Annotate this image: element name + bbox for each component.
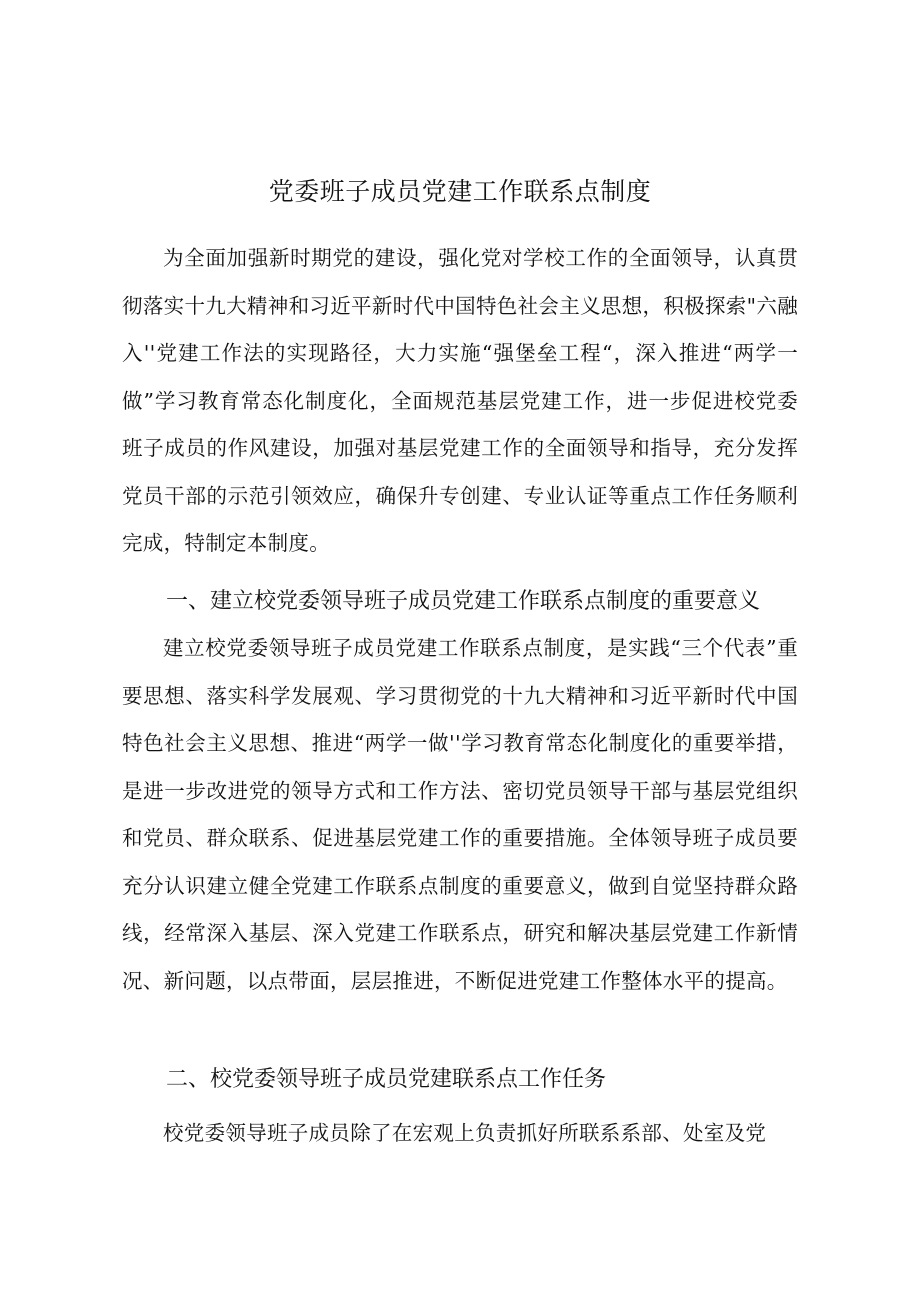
section-2-heading: 二、校党委领导班子成员党建联系点工作任务 — [166, 1067, 607, 1092]
intro-paragraph: 为全面加强新时期党的建设，强化党对学校工作的全面领导，认真贯彻落实十九大精神和习近平新时代中国特色社会主义思想，积极探索"六融入''党建工作法的实现路径，大力实施“强堡垒工程“，深入推进“两学一做”学习教育常态化制度化，全面规范基层党建工作，进一步促进校党委班子成员的作风建设，加强对基层党建工作的全面领导和指导，充分发挥党员干部的示范引领效应，确保升专创建、专业认证等重点工作任务顺利完成，特制定本制度。 — [122, 246, 798, 555]
section-1-heading: 一、建立校党委领导班子成员党建工作联系点制度的重要意义 — [166, 589, 761, 614]
section-2-paragraph: 校党委领导班子成员除了在宏观上负责抓好所联系系部、处室及党 — [163, 1121, 767, 1145]
section-1-paragraph: 建立校党委领导班子成员党建工作联系点制度，是实践“三个代表”重要思想、落实科学发展观、学习贯彻党的十九大精神和习近平新时代中国特色社会主义思想、推进“两学一做''学习教育常态化制度化的重要举措，是进一步改进党的领导方式和工作方法、密切党员领导干部与基层党组织和党员、群众联系、促进基层党建工作的重要措施。全体领导班子成员要充分认识建立健全党建工作联系点制度的重要意义，做到自觉坚持群众路线，经常深入基层、深入党建工作联系点，研究和解决基层党建工作新情况、新问题，以点带面，层层推进，不断促进党建工作整体水平的提高。 — [122, 636, 798, 993]
document-title: 党委班子成员党建工作联系点制度 — [268, 177, 652, 206]
